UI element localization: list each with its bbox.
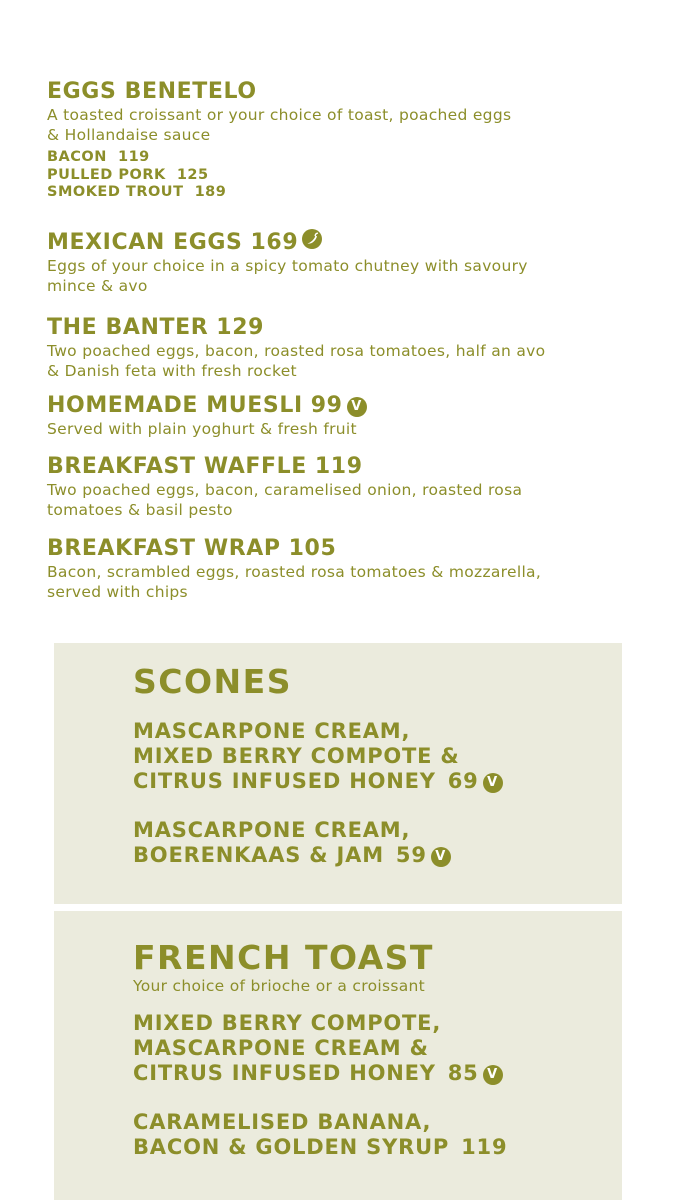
item-title bbox=[47, 392, 367, 420]
description-line: Served with plain yoghurt & fresh fruit bbox=[47, 420, 357, 438]
option-price: 119 bbox=[118, 149, 150, 165]
item-price: 85 bbox=[447, 1061, 479, 1085]
menu-item-the-banter bbox=[47, 314, 545, 381]
item-name: MEXICAN EGGS bbox=[47, 230, 243, 255]
french-toast-content bbox=[133, 939, 507, 1160]
description-line: Two poached eggs, bacon, roasted rosa tomatoes, half an avo bbox=[47, 342, 546, 360]
item-line: CARAMELISED BANANA, bbox=[133, 1110, 432, 1134]
item-price: 59 bbox=[395, 843, 427, 867]
option-name: PULLED PORK bbox=[47, 166, 166, 183]
scone-item bbox=[133, 719, 503, 794]
item-name: HOMEMADE MUESLI bbox=[47, 393, 303, 418]
option-price: 125 bbox=[176, 166, 209, 183]
item-price: 119 bbox=[314, 454, 363, 479]
item-line: MASCARPONE CREAM, bbox=[133, 818, 411, 842]
item-options bbox=[47, 149, 511, 202]
scones-panel bbox=[54, 643, 622, 904]
item-description bbox=[47, 342, 545, 381]
item-line: CITRUS INFUSED HONEY bbox=[133, 769, 436, 793]
option-row bbox=[47, 167, 511, 185]
menu-item-breakfast-wrap bbox=[47, 535, 541, 602]
menu-item-eggs-benetelo bbox=[47, 78, 511, 202]
item-line: BACON & GOLDEN SYRUP bbox=[133, 1135, 450, 1159]
item-title bbox=[47, 535, 541, 563]
option-price: 189 bbox=[194, 184, 227, 200]
option-row bbox=[47, 149, 511, 167]
item-description bbox=[47, 106, 511, 145]
item-line: CITRUS INFUSED HONEY bbox=[133, 1061, 436, 1085]
item-last-line bbox=[133, 1061, 507, 1086]
item-price: 169 bbox=[250, 230, 299, 255]
item-line: MIXED BERRY COMPOTE & bbox=[133, 744, 460, 768]
item-last-line bbox=[133, 1135, 507, 1160]
item-title bbox=[47, 78, 511, 106]
item-price: 99 bbox=[310, 393, 343, 418]
description-line: A toasted croissant or your choice of toast, poached eggs bbox=[47, 106, 512, 124]
french-toast-panel bbox=[54, 911, 622, 1200]
item-last-line bbox=[133, 769, 503, 794]
section-title: FRENCH TOAST bbox=[133, 938, 434, 977]
description-line: & Danish feta with fresh rocket bbox=[47, 361, 297, 380]
section-subtitle: Your choice of brioche or a croissant bbox=[133, 977, 426, 995]
description-line: Two poached eggs, bacon, caramelised onion, roasted rosa bbox=[47, 481, 523, 499]
item-description bbox=[47, 481, 522, 520]
description-line: Bacon, scrambled eggs, roasted rosa tomatoes & mozzarella, bbox=[47, 563, 542, 581]
item-line: MASCARPONE CREAM, bbox=[133, 719, 411, 743]
item-price: 105 bbox=[288, 536, 337, 561]
option-row bbox=[47, 184, 511, 202]
vegetarian-icon: V bbox=[483, 1065, 503, 1085]
item-name: BREAKFAST WAFFLE bbox=[47, 454, 307, 479]
item-price: 129 bbox=[216, 315, 265, 340]
menu-item-breakfast-waffle bbox=[47, 453, 522, 520]
option-name: BACON bbox=[47, 149, 107, 165]
description-line: & Hollandaise sauce bbox=[47, 125, 211, 144]
option-name: SMOKED TROUT bbox=[47, 184, 184, 200]
vegetarian-icon: V bbox=[347, 397, 367, 417]
chili-icon bbox=[302, 229, 322, 249]
item-price: 119 bbox=[461, 1135, 508, 1159]
item-name: THE BANTER bbox=[47, 315, 209, 340]
item-title bbox=[47, 229, 528, 257]
french-toast-item bbox=[133, 1110, 507, 1160]
section-title: SCONES bbox=[133, 662, 292, 701]
item-title bbox=[47, 453, 522, 481]
description-line: mince & avo bbox=[47, 276, 148, 295]
menu-item-mexican-eggs bbox=[47, 229, 528, 296]
description-line: Eggs of your choice in a spicy tomato chutney with savoury bbox=[47, 257, 528, 275]
item-name: BREAKFAST WRAP bbox=[47, 536, 281, 561]
french-toast-item bbox=[133, 1011, 507, 1086]
item-title bbox=[47, 314, 545, 342]
description-line: tomatoes & basil pesto bbox=[47, 500, 233, 519]
item-line: MASCARPONE CREAM & bbox=[133, 1036, 429, 1060]
item-line: MIXED BERRY COMPOTE, bbox=[133, 1011, 442, 1035]
scone-item bbox=[133, 818, 503, 868]
item-name: EGGS BENETELO bbox=[47, 79, 257, 104]
vegetarian-icon: V bbox=[431, 847, 451, 867]
item-line: BOERENKAAS & JAM bbox=[133, 843, 384, 867]
vegetarian-icon: V bbox=[483, 773, 503, 793]
item-last-line bbox=[133, 843, 503, 868]
item-price: 69 bbox=[447, 769, 479, 793]
menu-item-homemade-muesli bbox=[47, 392, 367, 440]
item-description bbox=[47, 420, 367, 440]
item-description bbox=[47, 257, 528, 296]
description-line: served with chips bbox=[47, 582, 188, 601]
scones-content bbox=[133, 663, 503, 868]
item-description bbox=[47, 563, 541, 602]
